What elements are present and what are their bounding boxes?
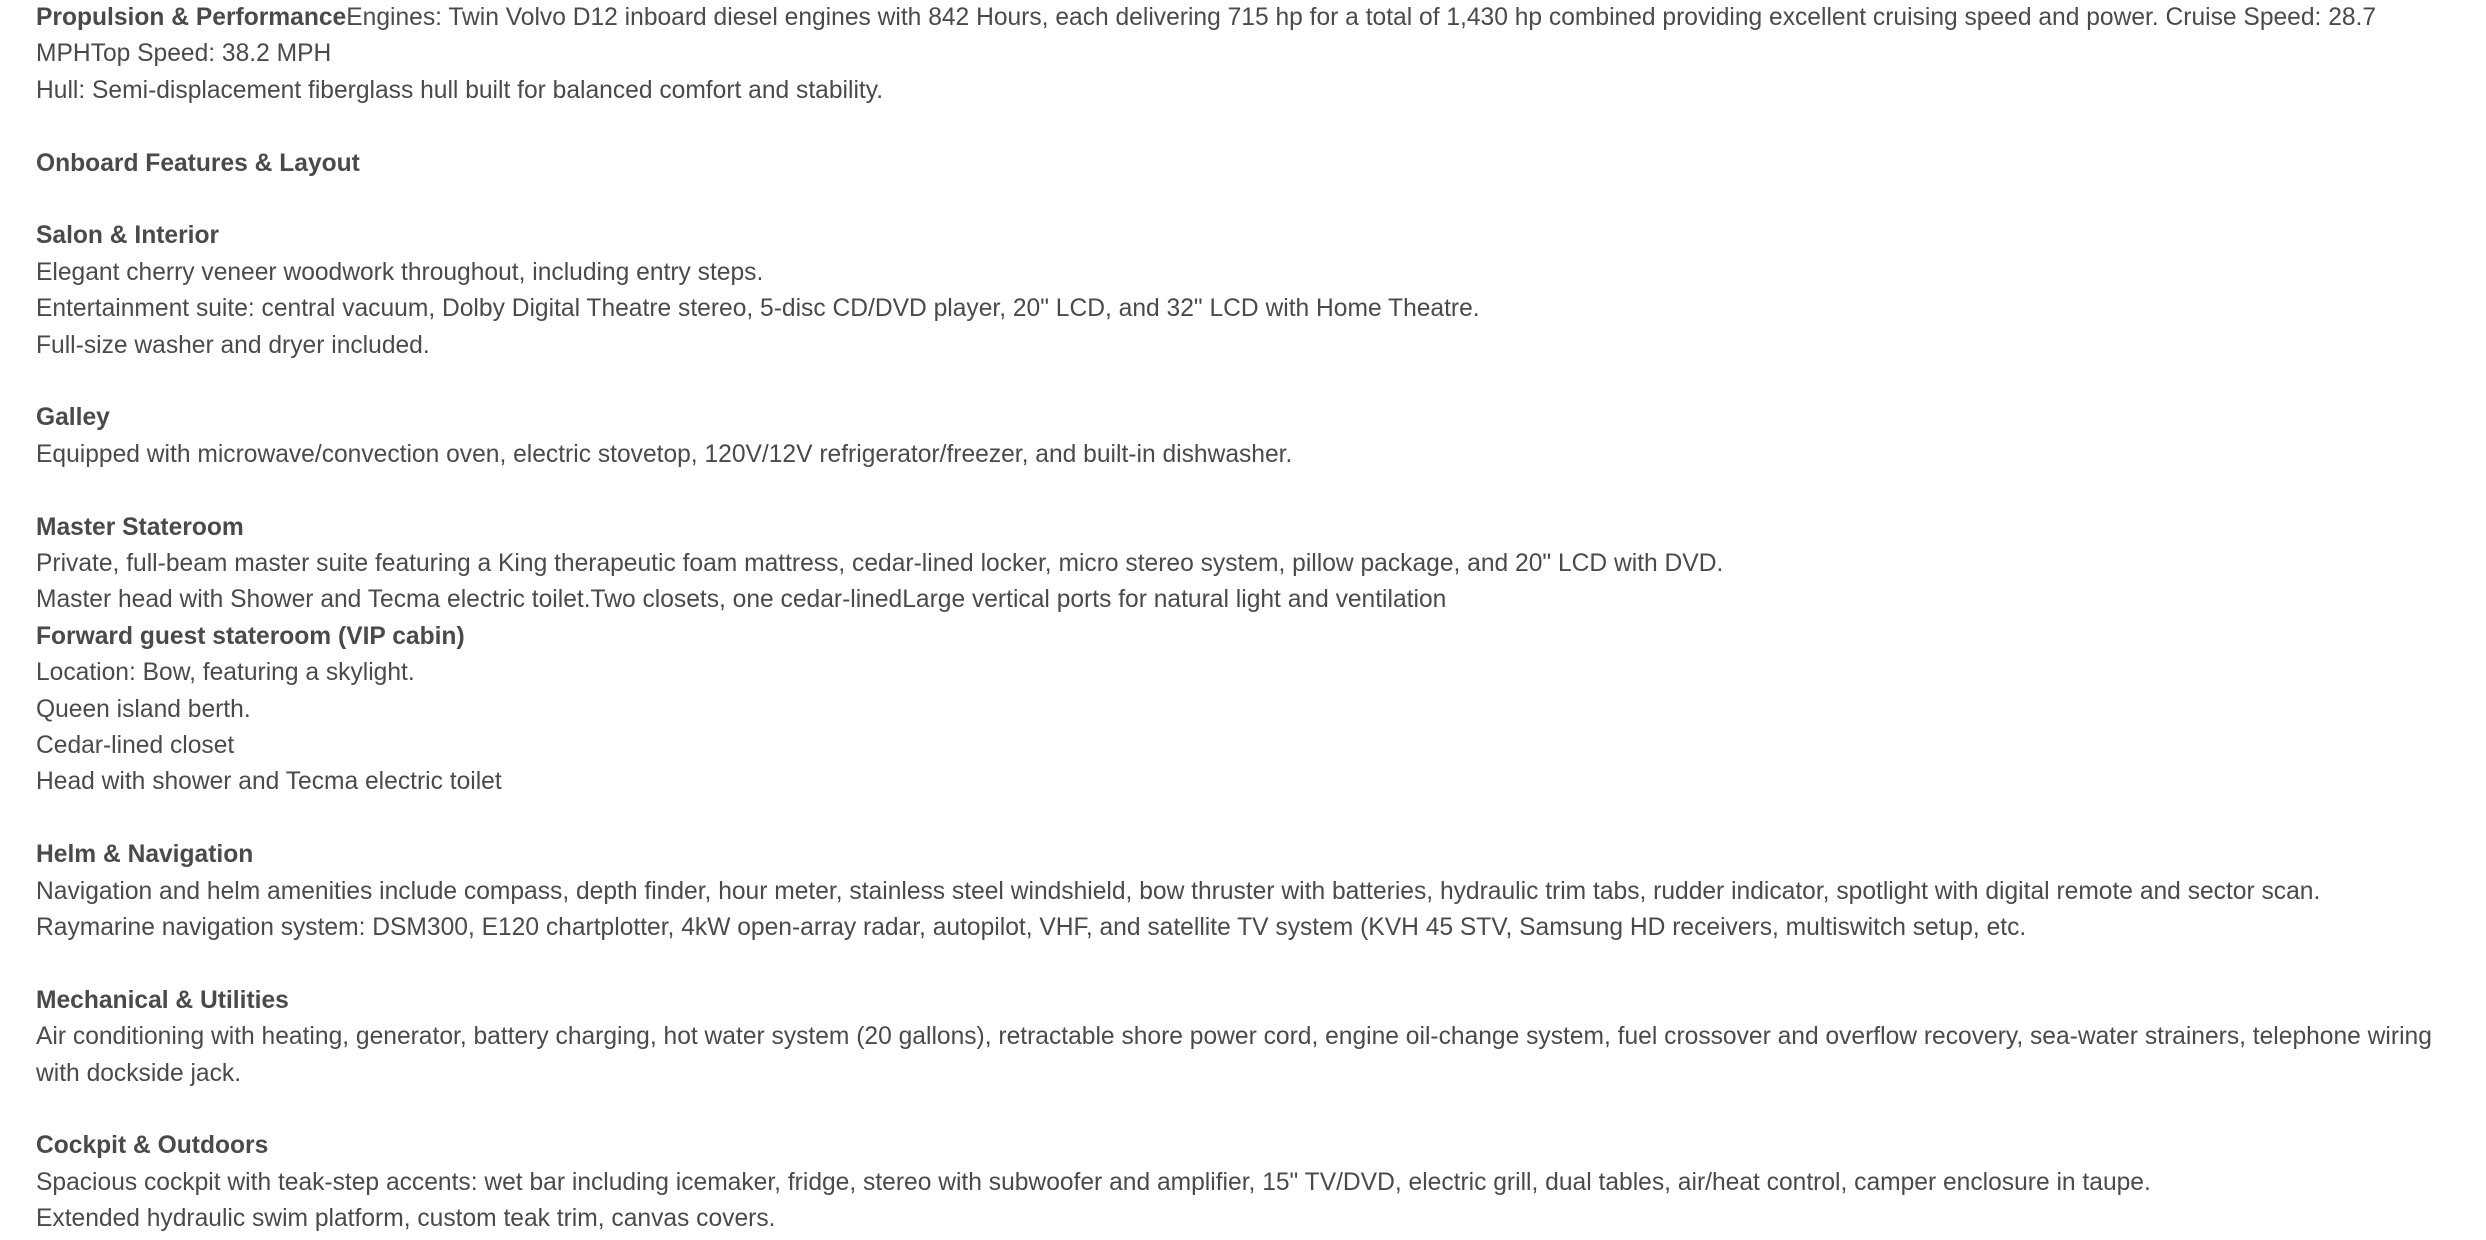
salon-line: Elegant cherry veneer woodwork throughout, including entry steps.	[36, 258, 764, 286]
cockpit-line: Spacious cockpit with teak-step accents: wet bar including icemaker, fridge, stereo with subwoofer and amplifier, 15" TV/DVD, electric grill, dual tables, air/heat control, camper enclosure in taupe.	[36, 1168, 2151, 1196]
forward-heading: Forward guest stateroom (VIP cabin)	[36, 622, 465, 650]
galley-heading: Galley	[36, 404, 110, 432]
hull-text: Hull: Semi-displacement fiberglass hull built for balanced comfort and stability.	[36, 76, 884, 104]
propulsion-paragraph	[36, 0, 2456, 73]
helm-line: Raymarine navigation system: DSM300, E120 chartplotter, 4kW open-array radar, autopilot, VHF, and satellite TV system (KVH 45 STV, Samsung HD receivers, multiswitch setup, etc.	[36, 914, 2027, 942]
master-heading: Master Stateroom	[36, 513, 244, 541]
helm-heading: Helm & Navigation	[36, 841, 254, 869]
master-line: Master head with Shower and Tecma electric toilet.Two closets, one cedar-linedLarge vertical ports for natural light and ventilation	[36, 586, 1447, 614]
salon-line: Full-size washer and dryer included.	[36, 331, 430, 359]
spacer	[36, 109, 2456, 145]
forward-line: Cedar-lined closet	[36, 732, 235, 760]
spacer	[36, 364, 2456, 400]
forward-line: Queen island berth.	[36, 695, 251, 723]
helm-line: Navigation and helm amenities include compass, depth finder, hour meter, stainless steel windshield, bow thruster with batteries, hydraulic trim tabs, rudder indicator, spotlight with digital remote and sector scan.	[36, 877, 2321, 905]
salon-heading: Salon & Interior	[36, 222, 220, 250]
listing-description	[36, 0, 2456, 1238]
propulsion-heading: Propulsion & Performance	[36, 4, 347, 31]
mechanical-heading: Mechanical & Utilities	[36, 986, 289, 1014]
spacer	[36, 801, 2456, 837]
mechanical-line: Air conditioning with heating, generator, battery charging, hot water system (20 gallons), retractable shore power cord, engine oil-change system, fuel crossover and overflow recovery, sea-water strainers, telephone wiring with dockside jack.	[36, 1023, 2432, 1087]
spacer	[36, 182, 2456, 218]
master-line: Private, full-beam master suite featuring a King therapeutic foam mattress, cedar-lined locker, micro stereo system, pillow package, and 20" LCD with DVD.	[36, 550, 1724, 578]
cockpit-heading: Cockpit & Outdoors	[36, 1132, 269, 1160]
forward-line: Location: Bow, featuring a skylight.	[36, 659, 415, 687]
cockpit-line: Extended hydraulic swim platform, custom teak trim, canvas covers.	[36, 1205, 776, 1233]
spacer	[36, 1092, 2456, 1128]
onboard-heading: Onboard Features & Layout	[36, 149, 360, 177]
propulsion-text: Engines: Twin Volvo D12 inboard diesel engines with 842 Hours, each delivering 715 hp for a total of 1,430 hp combined providing excellent cruising speed and power. Cruise Speed: 28.7 MPHTop Speed: 38.2 MPH	[36, 4, 2377, 68]
spacer	[36, 473, 2456, 509]
forward-line: Head with shower and Tecma electric toilet	[36, 768, 502, 796]
galley-line: Equipped with microwave/convection oven, electric stovetop, 120V/12V refrigerator/freezer, and built-in dishwasher.	[36, 440, 1293, 468]
salon-line: Entertainment suite: central vacuum, Dolby Digital Theatre stereo, 5-disc CD/DVD player, 20" LCD, and 32" LCD with Home Theatre.	[36, 295, 1480, 323]
spacer	[36, 946, 2456, 982]
